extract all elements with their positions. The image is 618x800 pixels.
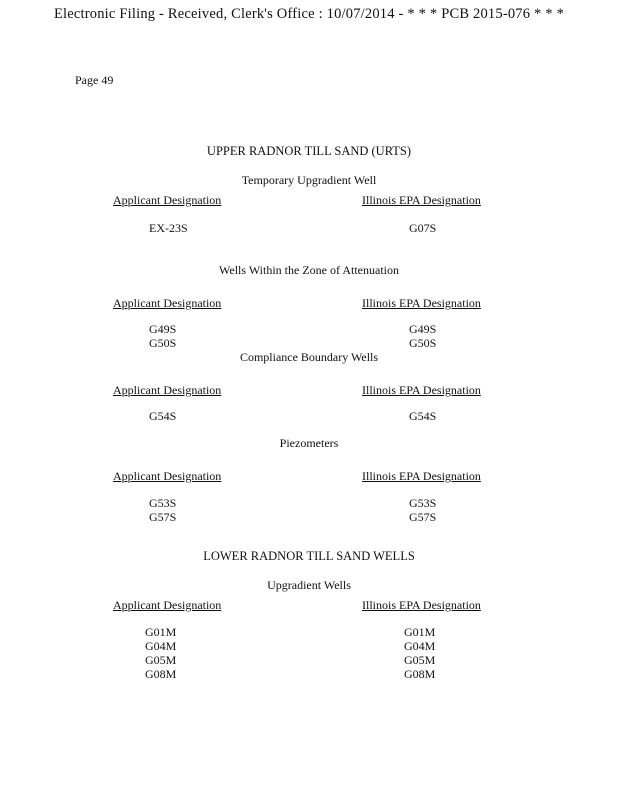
applicant-well-id: G05M xyxy=(145,653,177,667)
applicant-designation-heading: Applicant Designation xyxy=(113,193,222,207)
applicant-well-id: G49S xyxy=(149,322,177,336)
page-number: Page 49 xyxy=(75,73,114,87)
illinois-well-id: G07S xyxy=(409,221,437,235)
applicant-well-id: G08M xyxy=(145,667,177,681)
illinois-epa-designation-heading: Illinois EPA Designation xyxy=(362,383,481,397)
urts-section-title: UPPER RADNOR TILL SAND (URTS) xyxy=(206,144,412,158)
upgradient-wells-subtitle: Upgradient Wells xyxy=(267,578,351,592)
illinois-well-id: G08M xyxy=(404,667,436,681)
illinois-well-id: G49S xyxy=(409,322,437,336)
lrts-section-title: LOWER RADNOR TILL SAND WELLS xyxy=(203,549,415,563)
illinois-well-id: G53S xyxy=(409,496,437,510)
compliance-boundary-subtitle: Compliance Boundary Wells xyxy=(239,350,379,364)
illinois-well-id: G57S xyxy=(409,510,437,524)
applicant-designation-heading: Applicant Designation xyxy=(113,383,222,397)
illinois-epa-designation-heading: Illinois EPA Designation xyxy=(362,193,481,207)
zone-attenuation-subtitle: Wells Within the Zone of Attenuation xyxy=(219,263,399,277)
applicant-designation-heading: Applicant Designation xyxy=(113,296,222,310)
applicant-well-id: G04M xyxy=(145,639,177,653)
applicant-designation-heading: Applicant Designation xyxy=(113,598,222,612)
illinois-well-id: G54S xyxy=(409,409,437,423)
applicant-well-id: EX-23S xyxy=(149,221,188,235)
piezometers-subtitle: Piezometers xyxy=(279,436,339,450)
illinois-well-id: G50S xyxy=(409,336,437,350)
filing-stamp-header: Electronic Filing - Received, Clerk's Office : 10/07/2014 - * * * PCB 2015-076 * * * xyxy=(53,6,565,22)
applicant-designation-heading: Applicant Designation xyxy=(113,469,222,483)
illinois-epa-designation-heading: Illinois EPA Designation xyxy=(362,598,481,612)
applicant-well-id: G54S xyxy=(149,409,177,423)
applicant-well-id: G57S xyxy=(149,510,177,524)
applicant-well-id: G50S xyxy=(149,336,177,350)
illinois-well-id: G01M xyxy=(404,625,436,639)
illinois-epa-designation-heading: Illinois EPA Designation xyxy=(362,469,481,483)
illinois-well-id: G04M xyxy=(404,639,436,653)
illinois-epa-designation-heading: Illinois EPA Designation xyxy=(362,296,481,310)
applicant-well-id: G01M xyxy=(145,625,177,639)
temp-upgradient-subtitle: Temporary Upgradient Well xyxy=(241,173,377,187)
illinois-well-id: G05M xyxy=(404,653,436,667)
applicant-well-id: G53S xyxy=(149,496,177,510)
